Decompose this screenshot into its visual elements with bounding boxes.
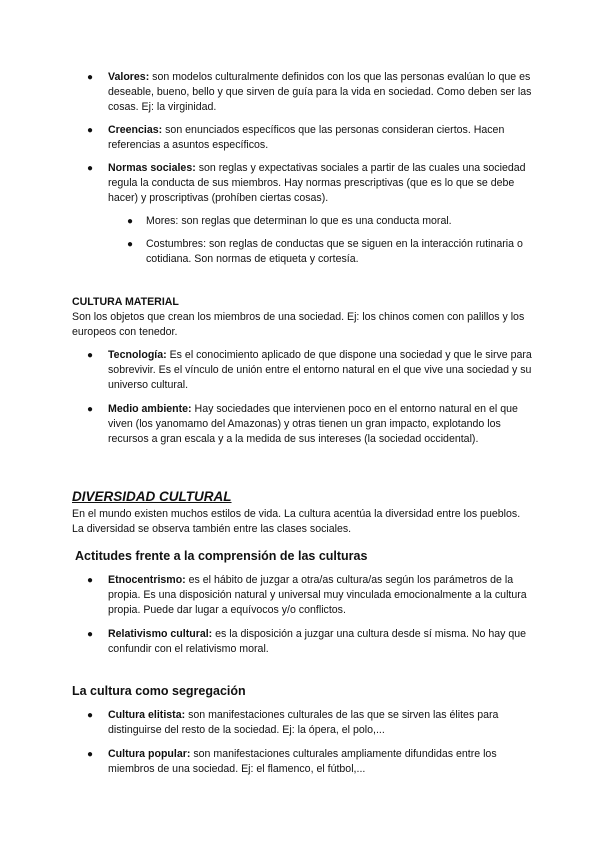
actitudes-list xyxy=(72,573,532,657)
definition-mores: Mores: son reglas que determinan lo que es una conducta moral. xyxy=(146,215,452,227)
values-list xyxy=(72,70,532,267)
list-item-tecnologia xyxy=(72,348,532,393)
list-item-cultura-elitista xyxy=(72,708,532,738)
definition-cultura-elitista: son manifestaciones culturales de las que se sirven las élites para distinguirse del resto de la sociedad. Ej: la ópera, el polo,... xyxy=(108,709,499,736)
bullet-icon: ● xyxy=(87,404,94,415)
heading-segregacion: La cultura como segregación xyxy=(72,684,246,698)
sub-item-mores xyxy=(72,214,532,229)
intro-diversidad-cultural: En el mundo existen muchos estilos de vida. La cultura acentúa la diversidad entre los pueblos. La diversidad se observa también entre las clases sociales. xyxy=(72,508,521,535)
definition-cultura-popular: son manifestaciones culturales ampliamente difundidas entre los miembros de una sociedad. Ej: el flamenco, el fútbol,... xyxy=(108,748,497,775)
term-cultura-popular: Cultura popular: xyxy=(108,748,191,760)
bullet-icon: ● xyxy=(87,72,94,83)
bullet-icon: ● xyxy=(87,749,94,760)
sub-item-costumbres xyxy=(72,237,532,267)
list-item-creencias xyxy=(72,123,532,153)
heading-diversidad-cultural: DIVERSIDAD CULTURAL xyxy=(72,489,232,504)
list-item-relativismo-cultural xyxy=(72,627,532,657)
term-normas-sociales: Normas sociales: xyxy=(108,162,196,174)
term-valores: Valores: xyxy=(108,71,150,83)
bullet-icon: ● xyxy=(87,710,94,721)
definition-creencias: son enunciados específicos que las personas consideran ciertos. Hacen referencias a asuntos específicos. xyxy=(108,124,505,151)
term-cultura-elitista: Cultura elitista: xyxy=(108,709,186,721)
bullet-icon: ● xyxy=(87,629,94,640)
bullet-icon: ● xyxy=(127,239,134,250)
segregacion-list xyxy=(72,708,532,777)
definition-relativismo-cultural: es la disposición a juzgar una cultura desde sí misma. No hay que confundir con el relativismo moral. xyxy=(108,628,527,655)
list-item-cultura-popular xyxy=(72,747,532,777)
heading-cultura-material: CULTURA MATERIAL xyxy=(72,296,179,308)
term-tecnologia: Tecnología: xyxy=(108,349,167,361)
definition-normas-sociales: son reglas y expectativas sociales a partir de las cuales una sociedad regula la conducta de sus miembros. Hay normas prescriptivas (que es lo que se debe hacer) y proscriptivas (prohíben ciertas cosas). xyxy=(108,162,526,204)
bullet-icon: ● xyxy=(87,350,94,361)
list-item-etnocentrismo xyxy=(72,573,532,618)
list-item-valores xyxy=(72,70,532,115)
bullet-icon: ● xyxy=(87,575,94,586)
definition-etnocentrismo: es el hábito de juzgar a otra/as cultura/as según los parámetros de la propia. Es una disposición natural y universal muy vinculada emocionalmente a la cultura propia. Puede dar lugar a equívocos y/o conflictos. xyxy=(108,574,527,616)
bullet-icon: ● xyxy=(127,216,134,227)
term-relativismo-cultural: Relativismo cultural: xyxy=(108,628,213,640)
definition-costumbres: Costumbres: son reglas de conductas que se siguen en la interacción rutinaria o cotidiana. Son normas de etiqueta y cortesía. xyxy=(146,238,523,265)
definition-valores: son modelos culturalmente definidos con los que las personas evalúan lo que es deseable, bueno, bello y que sirven de guía para la vida en sociedad. Como deben ser las cosas. Ej: la virginidad. xyxy=(108,71,532,113)
bullet-icon: ● xyxy=(87,125,94,136)
intro-cultura-material: Son los objetos que crean los miembros de una sociedad. Ej: los chinos comen con palillos y los europeos con tenedor. xyxy=(72,311,525,338)
term-etnocentrismo: Etnocentrismo: xyxy=(108,574,186,586)
term-medio-ambiente: Medio ambiente: xyxy=(108,403,192,415)
heading-actitudes: Actitudes frente a la comprensión de las culturas xyxy=(75,549,368,563)
list-item-medio-ambiente xyxy=(72,402,532,447)
definition-tecnologia: Es el conocimiento aplicado de que dispone una sociedad y que le sirve para sobrevivir. Es el vínculo de unión entre el entorno natural en el que vive una sociedad y su universo cultural. xyxy=(108,349,532,391)
definition-medio-ambiente: Hay sociedades que intervienen poco en el entorno natural en el que viven (los yanomamo del Amazonas) y otras tienen un gran impacto, explotando los recursos a gran escala y a la medida de sus intereses (la sociedad occidental). xyxy=(108,403,518,445)
list-item-normas-sociales xyxy=(72,161,532,206)
term-creencias: Creencias: xyxy=(108,124,163,136)
bullet-icon: ● xyxy=(87,163,94,174)
material-list xyxy=(72,348,532,447)
